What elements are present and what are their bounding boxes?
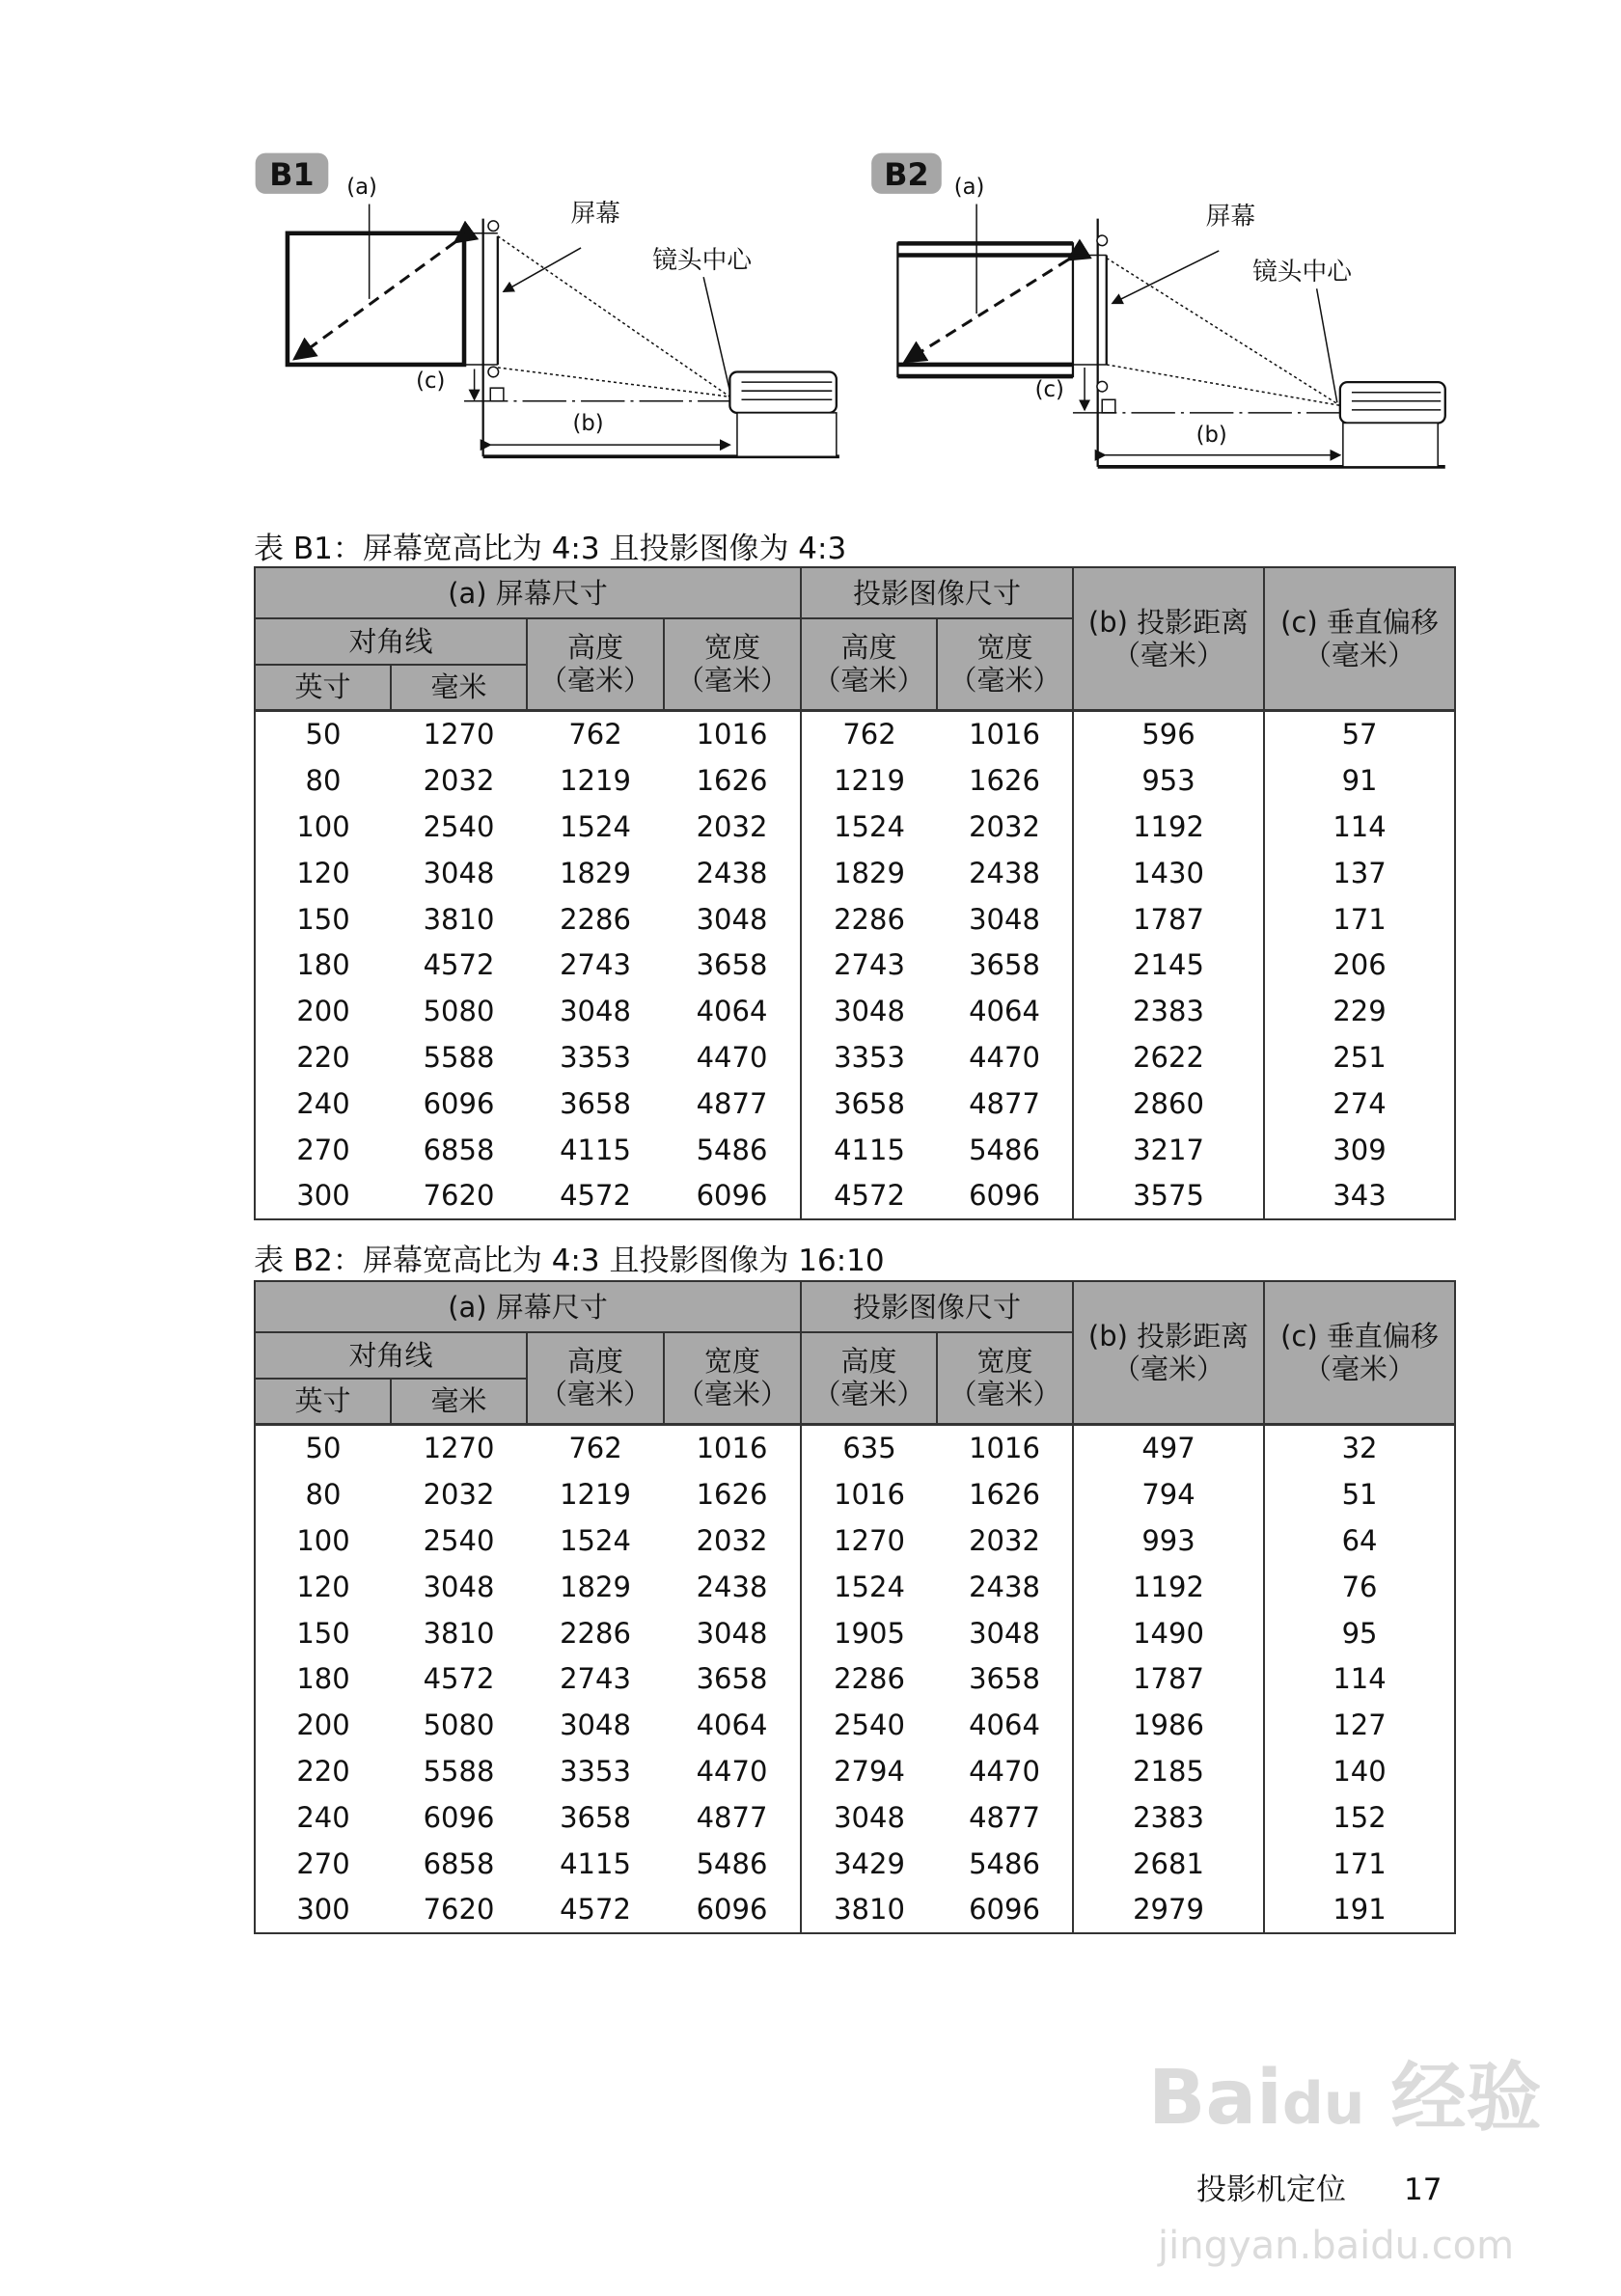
badge-b1-text: B1: [269, 157, 315, 193]
table-cell: 4064: [664, 988, 801, 1034]
table-cell: 3658: [937, 1655, 1073, 1702]
badge-b2-text: B2: [884, 157, 929, 193]
table-cell: 2383: [1073, 988, 1264, 1034]
table-cell: 1626: [664, 1471, 801, 1517]
table-cell: 127: [1264, 1702, 1455, 1748]
table-cell: 1430: [1073, 850, 1264, 896]
table-cell: 6096: [937, 1172, 1073, 1219]
table-row: [255, 1127, 1455, 1173]
table-cell: 4877: [664, 1794, 801, 1841]
diagram-b2: [871, 153, 1445, 467]
table-cell: 2286: [801, 896, 937, 943]
header-height: 高度 （毫米）: [527, 618, 664, 710]
table-row: [255, 1886, 1455, 1933]
table-cell: 120: [255, 1564, 391, 1610]
table-cell: 6096: [664, 1886, 801, 1933]
table-cell: 3810: [423, 902, 495, 936]
table-cell: 3048: [560, 1708, 631, 1742]
table-cell: 80: [255, 757, 391, 804]
table-cell: 1905: [801, 1610, 937, 1656]
table-cell: 3658: [664, 1655, 801, 1702]
table-cell: 596: [1073, 710, 1264, 757]
table-cell: 4115: [560, 1846, 631, 1880]
table-cell: 2743: [560, 948, 631, 982]
table-cell: 4877: [937, 1794, 1073, 1841]
header-width: 宽度 （毫米）: [937, 618, 1073, 710]
table-cell: 4877: [937, 1080, 1073, 1127]
table-cell: 1829: [560, 1570, 631, 1603]
table-cell: 3048: [560, 995, 631, 1028]
table-cell: 3658: [664, 942, 801, 988]
header-offset: (c) 垂直偏移 （毫米）: [1264, 1281, 1455, 1424]
table-cell: 3429: [801, 1841, 937, 1887]
header-screen-size: (a) 屏幕尺寸: [255, 567, 801, 618]
table-cell: 4877: [664, 1080, 801, 1127]
table-cell: 200: [255, 1702, 391, 1748]
table-cell: 150: [255, 896, 391, 943]
header-inch: 英寸: [255, 1379, 391, 1424]
header-height: 高度 （毫米）: [527, 1332, 664, 1424]
table-cell: 5486: [937, 1841, 1073, 1887]
table-cell: 635: [801, 1424, 937, 1471]
table-row: [255, 1748, 1455, 1794]
table-cell: 7620: [391, 1172, 527, 1219]
table-cell: 229: [1264, 988, 1455, 1034]
table-cell: 1016: [801, 1471, 937, 1517]
baidu-watermark-url: jingyan.baidu.com: [1158, 2224, 1515, 2268]
header-offset: (c) 垂直偏移 （毫米）: [1264, 567, 1455, 710]
table-cell: 206: [1264, 942, 1455, 988]
table-cell: 76: [1264, 1564, 1455, 1610]
table-cell: 2743: [560, 1662, 631, 1696]
table-cell: 6096: [664, 1172, 801, 1219]
table-cell: 1829: [801, 850, 937, 896]
table-cell: 6096: [423, 1800, 495, 1834]
table-cell: 5486: [664, 1841, 801, 1887]
table-cell: 2032: [937, 1517, 1073, 1564]
projector-icon: [729, 372, 836, 457]
table-cell: 51: [1264, 1471, 1455, 1517]
table-cell: 274: [1264, 1080, 1455, 1127]
table-cell: 1787: [1073, 1655, 1264, 1702]
table-cell: 152: [1264, 1794, 1455, 1841]
table-cell: 2540: [423, 1523, 495, 1557]
lens-center-label: 镜头中心: [652, 246, 753, 276]
table-cell: 4064: [937, 988, 1073, 1034]
table-cell: 4115: [560, 1133, 631, 1166]
table-row: [255, 1564, 1455, 1610]
table-cell: 2794: [801, 1748, 937, 1794]
table-cell: 4115: [801, 1127, 937, 1173]
page-footer: [1196, 2165, 1442, 2208]
table-b1: [254, 566, 1456, 1220]
table-cell: 1219: [560, 764, 631, 798]
header-height: 高度 （毫米）: [801, 618, 937, 710]
table-cell: 2145: [1073, 942, 1264, 988]
table-cell: 300: [255, 1886, 391, 1933]
table-cell: 6096: [937, 1886, 1073, 1933]
header-screen-size: (a) 屏幕尺寸: [255, 1281, 801, 1332]
lens-center-label: 镜头中心: [1252, 258, 1352, 287]
table-cell: 1490: [1073, 1610, 1264, 1656]
table-cell: 1270: [423, 1432, 495, 1465]
table-cell: 1626: [937, 757, 1073, 804]
label-b: (b): [572, 411, 604, 437]
table-cell: 4470: [937, 1748, 1073, 1794]
header-distance: (b) 投影距离 （毫米）: [1073, 1281, 1264, 1424]
table-row: [255, 1424, 1455, 1471]
table-cell: 2860: [1073, 1080, 1264, 1127]
table-cell: 6858: [423, 1846, 495, 1880]
table-cell: 114: [1264, 804, 1455, 850]
table-cell: 3658: [560, 1800, 631, 1834]
table-cell: 762: [568, 1432, 622, 1465]
table-row: [255, 710, 1455, 757]
table-cell: 7620: [391, 1886, 527, 1933]
table-cell: 180: [255, 942, 391, 988]
table-cell: 2622: [1073, 1034, 1264, 1080]
table-cell: 300: [255, 1172, 391, 1219]
label-a: (a): [346, 174, 377, 200]
table-cell: 6096: [423, 1086, 495, 1120]
table-cell: 64: [1264, 1517, 1455, 1564]
label-b: (b): [1195, 423, 1227, 449]
table-cell: 2032: [937, 804, 1073, 850]
table-cell: 3810: [423, 1616, 495, 1650]
table-cell: 240: [255, 1794, 391, 1841]
table-cell: 220: [255, 1034, 391, 1080]
table-cell: 3353: [560, 1040, 631, 1074]
table-cell: 1219: [801, 757, 937, 804]
table-cell: 2286: [560, 902, 631, 936]
table-cell: 1192: [1073, 1564, 1264, 1610]
table-cell: 2438: [664, 850, 801, 896]
header-mm: 毫米: [391, 665, 527, 710]
table-cell: 2383: [1073, 1794, 1264, 1841]
table-cell: 140: [1264, 1748, 1455, 1794]
table-cell: 32: [1264, 1424, 1455, 1471]
table-cell: 3658: [801, 1080, 937, 1127]
table-cell: 3810: [801, 1886, 937, 1933]
table-cell: 2438: [937, 850, 1073, 896]
label-a: (a): [953, 174, 985, 200]
table-row: [255, 804, 1455, 850]
table-cell: 4572: [801, 1172, 937, 1219]
header-diagonal: 对角线: [255, 618, 527, 665]
table-cell: 1626: [664, 757, 801, 804]
table-cell: 1524: [560, 809, 631, 843]
table-row: [255, 1517, 1455, 1564]
table-cell: 1016: [937, 710, 1073, 757]
table-header: [255, 567, 1455, 710]
table-cell: 2979: [1073, 1886, 1264, 1933]
header-projected-size: 投影图像尺寸: [801, 567, 1073, 618]
table-cell: 1016: [664, 710, 801, 757]
table-cell: 3048: [937, 896, 1073, 943]
table-cell: 3048: [801, 1794, 937, 1841]
table-cell: 2032: [423, 764, 495, 798]
page-number: 17: [1404, 2173, 1442, 2207]
header-width: 宽度 （毫米）: [664, 618, 801, 710]
table-cell: 100: [255, 804, 391, 850]
table-cell: 2743: [801, 942, 937, 988]
table-row: [255, 896, 1455, 943]
table-cell: 2438: [937, 1564, 1073, 1610]
table-cell: 762: [801, 710, 937, 757]
table-cell: 3575: [1073, 1172, 1264, 1219]
header-width: 宽度 （毫米）: [664, 1332, 801, 1424]
table-cell: 4064: [664, 1702, 801, 1748]
table-cell: 4470: [664, 1034, 801, 1080]
table-cell: 4572: [423, 1662, 495, 1696]
table-row: [255, 988, 1455, 1034]
table-b1-caption: 表 B1：屏幕宽高比为 4:3 且投影图像为 4:3: [254, 532, 847, 566]
table-cell: 3048: [664, 896, 801, 943]
table-cell: 343: [1264, 1172, 1455, 1219]
label-c: (c): [416, 369, 446, 395]
table-cell: 1524: [560, 1523, 631, 1557]
header-mm: 毫米: [391, 1379, 527, 1424]
table-row: [255, 1794, 1455, 1841]
table-cell: 270: [255, 1841, 391, 1887]
table-row: [255, 1610, 1455, 1656]
table-cell: 270: [255, 1127, 391, 1173]
table-cell: 5080: [423, 1708, 495, 1742]
table-cell: 794: [1073, 1471, 1264, 1517]
table-cell: 171: [1264, 1841, 1455, 1887]
table-cell: 5588: [423, 1040, 495, 1074]
table-cell: 100: [255, 1517, 391, 1564]
table-cell: 50: [255, 1424, 391, 1471]
table-cell: 91: [1264, 757, 1455, 804]
table-cell: 171: [1264, 896, 1455, 943]
table-cell: 2540: [423, 809, 495, 843]
screen-label: 屏幕: [1205, 202, 1256, 232]
table-header: [255, 1281, 1455, 1424]
table-cell: 95: [1264, 1610, 1455, 1656]
label-c: (c): [1034, 377, 1064, 403]
table-cell: 4470: [937, 1034, 1073, 1080]
header-distance: (b) 投影距离 （毫米）: [1073, 567, 1264, 710]
table-cell: 4572: [423, 948, 495, 982]
table-row: [255, 1172, 1455, 1219]
table-row: [255, 1034, 1455, 1080]
table-cell: 251: [1264, 1034, 1455, 1080]
table-cell: 3048: [423, 856, 495, 889]
header-projected-size: 投影图像尺寸: [801, 1281, 1073, 1332]
table-cell: 1270: [801, 1517, 937, 1564]
table-cell: 3658: [560, 1086, 631, 1120]
header-height: 高度 （毫米）: [801, 1332, 937, 1424]
table-cell: 1787: [1073, 896, 1264, 943]
table-cell: 3658: [937, 942, 1073, 988]
table-row: [255, 1702, 1455, 1748]
table-cell: 3353: [560, 1754, 631, 1788]
footer-section: 投影机定位: [1196, 2173, 1346, 2207]
table-row: [255, 757, 1455, 804]
table-cell: 1016: [937, 1424, 1073, 1471]
table-cell: 1192: [1073, 804, 1264, 850]
table-cell: 2286: [801, 1655, 937, 1702]
table-cell: 2032: [423, 1478, 495, 1512]
table-cell: 1016: [664, 1424, 801, 1471]
table-cell: 6858: [423, 1133, 495, 1166]
diagram-b1: [256, 153, 839, 457]
table-cell: 57: [1264, 710, 1455, 757]
table-cell: 3048: [664, 1610, 801, 1656]
table-row: [255, 1471, 1455, 1517]
table-cell: 2286: [560, 1616, 631, 1650]
table-cell: 220: [255, 1748, 391, 1794]
header-inch: 英寸: [255, 665, 391, 710]
table-cell: 1829: [560, 856, 631, 889]
table-cell: 993: [1073, 1517, 1264, 1564]
table-cell: 120: [255, 850, 391, 896]
table-cell: 2540: [801, 1702, 937, 1748]
header-diagonal: 对角线: [255, 1332, 527, 1379]
table-cell: 309: [1264, 1127, 1455, 1173]
table-cell: 5486: [937, 1127, 1073, 1173]
table-row: [255, 850, 1455, 896]
table-cell: 5486: [664, 1127, 801, 1173]
table-cell: 1219: [560, 1478, 631, 1512]
table-cell: 3048: [937, 1610, 1073, 1656]
table-row: [255, 942, 1455, 988]
table-cell: 240: [255, 1080, 391, 1127]
table-cell: 180: [255, 1655, 391, 1702]
header-width: 宽度 （毫米）: [937, 1332, 1073, 1424]
table-cell: 953: [1073, 757, 1264, 804]
table-b2-caption: 表 B2：屏幕宽高比为 4:3 且投影图像为 16:10: [254, 1244, 885, 1278]
table-cell: 4064: [937, 1702, 1073, 1748]
table-cell: 50: [255, 710, 391, 757]
table-cell: 1270: [423, 718, 495, 752]
table-cell: 5080: [423, 995, 495, 1028]
table-cell: 4572: [527, 1172, 664, 1219]
table-cell: 200: [255, 988, 391, 1034]
table-cell: 4470: [664, 1748, 801, 1794]
table-cell: 3048: [423, 1570, 495, 1603]
table-cell: 191: [1264, 1886, 1455, 1933]
projection-diagrams: [248, 146, 1460, 481]
baidu-watermark: Baidu 经验: [1148, 2055, 1542, 2142]
table-cell: 1524: [801, 1564, 937, 1610]
table-cell: 2032: [664, 1517, 801, 1564]
table-cell: 2032: [664, 804, 801, 850]
table-cell: 1626: [937, 1471, 1073, 1517]
table-cell: 3048: [801, 988, 937, 1034]
table-cell: 137: [1264, 850, 1455, 896]
table-cell: 2185: [1073, 1748, 1264, 1794]
table-cell: 3217: [1073, 1127, 1264, 1173]
table-cell: 150: [255, 1610, 391, 1656]
table-b2: [254, 1280, 1456, 1934]
table-cell: 497: [1073, 1424, 1264, 1471]
table-cell: 5588: [423, 1754, 495, 1788]
table-row: [255, 1080, 1455, 1127]
screen-label: 屏幕: [570, 199, 620, 229]
table-row: [255, 1655, 1455, 1702]
table-cell: 1986: [1073, 1702, 1264, 1748]
table-cell: 3353: [801, 1034, 937, 1080]
table-cell: 2681: [1073, 1841, 1264, 1887]
table-row: [255, 1841, 1455, 1887]
table-cell: 2438: [664, 1564, 801, 1610]
table-cell: 4572: [527, 1886, 664, 1933]
table-cell: 762: [568, 718, 622, 752]
table-cell: 80: [255, 1471, 391, 1517]
table-cell: 114: [1264, 1655, 1455, 1702]
projector-icon: [1340, 382, 1445, 467]
table-cell: 1524: [801, 804, 937, 850]
